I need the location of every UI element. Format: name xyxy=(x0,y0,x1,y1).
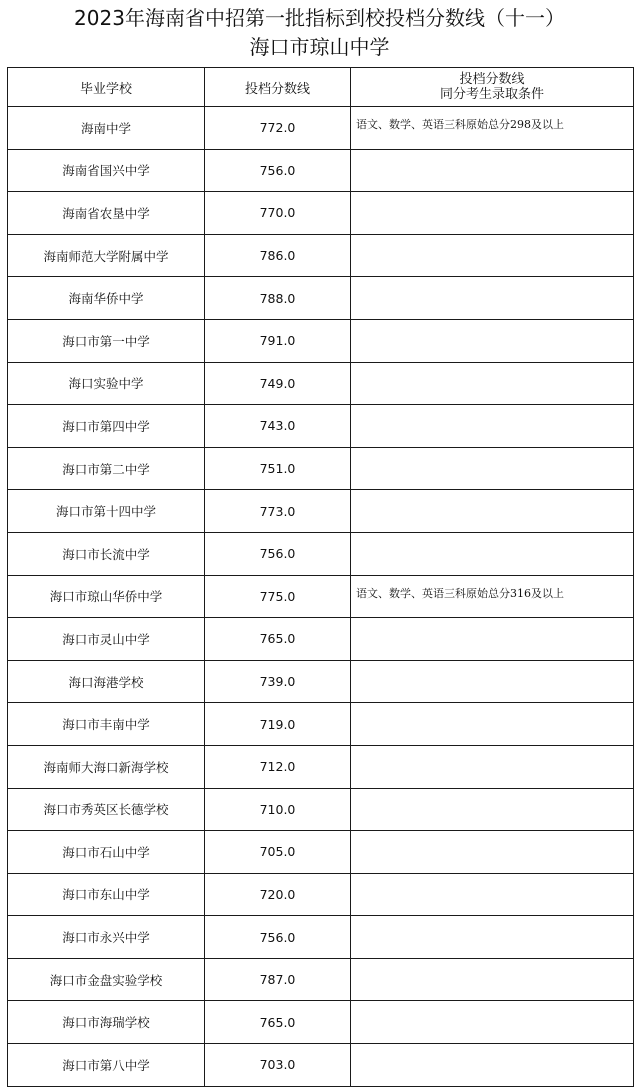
cell-school: 海口市金盘实验学校 xyxy=(8,958,205,1001)
cell-score: 712.0 xyxy=(205,745,351,788)
cell-score: 710.0 xyxy=(205,788,351,831)
table-row xyxy=(8,149,634,192)
cell-condition xyxy=(351,916,634,959)
cell-score: 791.0 xyxy=(205,319,351,362)
table-row xyxy=(8,873,634,916)
cell-condition xyxy=(351,660,634,703)
cell-school: 海口市琼山华侨中学 xyxy=(8,575,205,618)
cell-condition xyxy=(351,447,634,490)
table-row xyxy=(8,405,634,448)
cell-condition xyxy=(351,319,634,362)
cell-score: 765.0 xyxy=(205,618,351,661)
cell-score: 739.0 xyxy=(205,660,351,703)
document-title: 2023年海南省中招第一批指标到校投档分数线（十一） xyxy=(74,6,565,30)
cell-condition xyxy=(351,703,634,746)
cell-condition xyxy=(351,745,634,788)
cell-school: 海南中学 xyxy=(8,107,205,150)
cell-school: 海南师大海口新海学校 xyxy=(8,745,205,788)
table-row xyxy=(8,277,634,320)
cell-condition xyxy=(351,788,634,831)
cell-school: 海口海港学校 xyxy=(8,660,205,703)
cell-score: 703.0 xyxy=(205,1044,351,1087)
cell-score: 773.0 xyxy=(205,490,351,533)
cell-school: 海口市东山中学 xyxy=(8,873,205,916)
cell-school: 海南华侨中学 xyxy=(8,277,205,320)
cell-score: 749.0 xyxy=(205,362,351,405)
cell-school: 海口市秀英区长德学校 xyxy=(8,788,205,831)
table-row xyxy=(8,362,634,405)
header-score: 投档分数线 xyxy=(205,68,351,107)
cell-school: 海口市海瑞学校 xyxy=(8,1001,205,1044)
cell-school: 海口市永兴中学 xyxy=(8,916,205,959)
table-row xyxy=(8,234,634,277)
cell-condition: 语文、数学、英语三科原始总分298及以上 xyxy=(351,107,634,150)
cell-score: 720.0 xyxy=(205,873,351,916)
header-school: 毕业学校 xyxy=(8,68,205,107)
cell-school: 海南省国兴中学 xyxy=(8,149,205,192)
table-row xyxy=(8,490,634,533)
cell-score: 705.0 xyxy=(205,831,351,874)
cell-school: 海口市石山中学 xyxy=(8,831,205,874)
header-condition-line1: 投档分数线 xyxy=(459,72,525,87)
header-condition xyxy=(351,68,634,107)
cell-condition xyxy=(351,618,634,661)
cell-condition xyxy=(351,362,634,405)
cell-condition xyxy=(351,1001,634,1044)
document-subtitle: 海口市琼山中学 xyxy=(249,35,390,59)
cell-score: 786.0 xyxy=(205,234,351,277)
table-row xyxy=(8,319,634,362)
table-row xyxy=(8,916,634,959)
table-row xyxy=(8,532,634,575)
cell-score: 788.0 xyxy=(205,277,351,320)
cell-condition xyxy=(351,958,634,1001)
cell-school: 海口市第八中学 xyxy=(8,1044,205,1087)
table-row xyxy=(8,192,634,235)
cell-score: 772.0 xyxy=(205,107,351,150)
cell-school: 海南师范大学附属中学 xyxy=(8,234,205,277)
cell-school: 海口市长流中学 xyxy=(8,532,205,575)
cell-condition xyxy=(351,873,634,916)
cell-condition xyxy=(351,532,634,575)
score-table xyxy=(7,67,634,1087)
cell-school: 海南省农垦中学 xyxy=(8,192,205,235)
table-body xyxy=(8,107,634,1087)
cell-score: 770.0 xyxy=(205,192,351,235)
cell-condition: 语文、数学、英语三科原始总分316及以上 xyxy=(351,575,634,618)
cell-school: 海口市第二中学 xyxy=(8,447,205,490)
table-row xyxy=(8,660,634,703)
cell-school: 海口市第一中学 xyxy=(8,319,205,362)
cell-score: 756.0 xyxy=(205,532,351,575)
cell-score: 719.0 xyxy=(205,703,351,746)
table-row xyxy=(8,958,634,1001)
cell-score: 775.0 xyxy=(205,575,351,618)
cell-condition xyxy=(351,234,634,277)
cell-condition xyxy=(351,277,634,320)
cell-condition xyxy=(351,149,634,192)
cell-school: 海口市灵山中学 xyxy=(8,618,205,661)
table-row xyxy=(8,618,634,661)
table-row xyxy=(8,788,634,831)
cell-condition xyxy=(351,490,634,533)
header-row xyxy=(8,68,634,107)
cell-condition xyxy=(351,405,634,448)
cell-score: 765.0 xyxy=(205,1001,351,1044)
cell-score: 743.0 xyxy=(205,405,351,448)
cell-condition xyxy=(351,192,634,235)
table-row xyxy=(8,745,634,788)
cell-condition xyxy=(351,1044,634,1087)
cell-school: 海口市第十四中学 xyxy=(8,490,205,533)
table-row xyxy=(8,1044,634,1087)
table-row xyxy=(8,703,634,746)
cell-score: 751.0 xyxy=(205,447,351,490)
cell-school: 海口市丰南中学 xyxy=(8,703,205,746)
header-condition-line2: 同分考生录取条件 xyxy=(439,87,544,102)
cell-school: 海口实验中学 xyxy=(8,362,205,405)
cell-score: 756.0 xyxy=(205,916,351,959)
cell-score: 787.0 xyxy=(205,958,351,1001)
cell-score: 756.0 xyxy=(205,149,351,192)
table-row xyxy=(8,1001,634,1044)
table-row xyxy=(8,831,634,874)
cell-school: 海口市第四中学 xyxy=(8,405,205,448)
table-header xyxy=(8,68,634,107)
table-row xyxy=(8,447,634,490)
table-row xyxy=(8,107,634,150)
table-row xyxy=(8,575,634,618)
cell-condition xyxy=(351,831,634,874)
